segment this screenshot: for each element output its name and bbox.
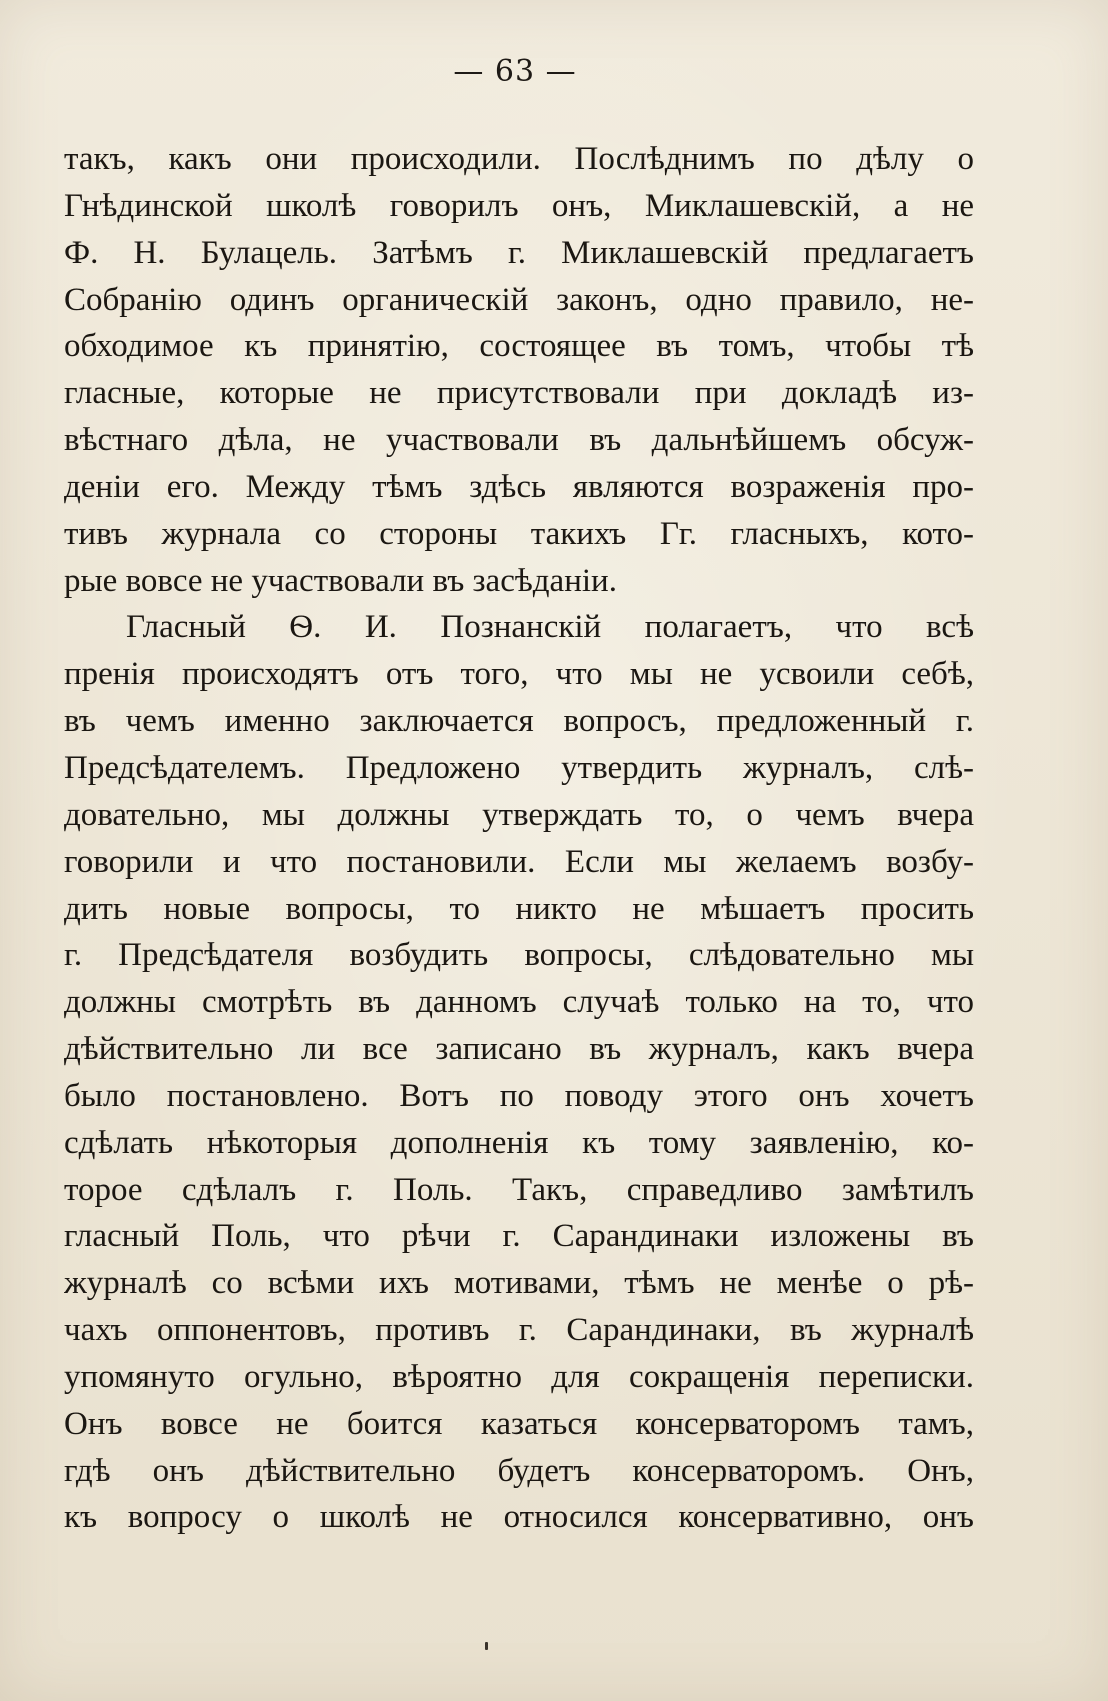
text-line: Гнѣдинской школѣ говорилъ онъ, Миклашевскій, а не	[64, 187, 974, 224]
text-line: Онъ вовсе не боится казаться консерваторомъ тамъ,	[64, 1405, 974, 1442]
text-line: Ф. Н. Булацель. Затѣмъ г. Миклашевскій предлагаетъ	[64, 234, 974, 271]
text-line: дѣйствительно ли все записано въ журналъ, какъ вчера	[64, 1031, 974, 1068]
text-line: чахъ оппонентовъ, противъ г. Сарандинаки, въ журналѣ	[64, 1312, 974, 1349]
text-line: тивъ журнала со стороны такихъ Гг. гласныхъ, кото-	[64, 515, 974, 552]
text-line: говорили и что постановили. Если мы желаемъ возбу-	[64, 843, 974, 880]
text-line: было постановлено. Вотъ по поводу этого онъ хочетъ	[64, 1077, 974, 1114]
text-line: журналѣ со всѣми ихъ мотивами, тѣмъ не менѣе о рѣ-	[64, 1265, 974, 1302]
text-line: деніи его. Между тѣмъ здѣсь являются возраженія про-	[64, 468, 974, 505]
text-line: гласный Поль, что рѣчи г. Сарандинаки изложены въ	[64, 1218, 974, 1255]
text-line: гласные, которые не присутствовали при докладѣ из-	[64, 375, 974, 412]
text-line: гдѣ онъ дѣйствительно будетъ консерваторомъ. Онъ,	[64, 1452, 974, 1489]
text-line: въ чемъ именно заключается вопросъ, предложенный г.	[64, 703, 974, 740]
text-line: торое сдѣлалъ г. Поль. Такъ, справедливо замѣтилъ	[64, 1171, 974, 1208]
text-line: вѣстнаго дѣла, не участвовали въ дальнѣйшемъ обсуж-	[64, 422, 974, 459]
text-line: г. Предсѣдателя возбудить вопросы, слѣдовательно мы	[64, 937, 974, 974]
text-line: обходимое къ принятію, состоящее въ томъ, чтобы тѣ	[64, 328, 974, 365]
text-line: сдѣлать нѣкоторыя дополненія къ тому заявленію, ко-	[64, 1124, 974, 1161]
text-line: къ вопросу о школѣ не относился консервативно, онъ	[64, 1499, 974, 1536]
text-line: Предсѣдателемъ. Предложено утвердить журналъ, слѣ-	[64, 749, 974, 786]
text-line: дить новые вопросы, то никто не мѣшаетъ просить	[64, 890, 974, 927]
page-number: — 63 —	[453, 54, 577, 89]
text-line: такъ, какъ они происходили. Послѣднимъ по дѣлу о	[64, 141, 974, 177]
ink-speck	[485, 1642, 488, 1650]
paragraph-last-line: рые вовсе не участвовали въ засѣданіи.	[64, 562, 617, 599]
paragraph-first-line: Гласный Ѳ. И. Познанскій полагаетъ, что всѣ	[126, 609, 974, 646]
text-line: пренія происходятъ отъ того, что мы не усвоили себѣ,	[64, 656, 974, 693]
text-line: должны смотрѣть въ данномъ случаѣ только на то, что	[64, 984, 974, 1021]
text-line: упомянуто огульно, вѣроятно для сокращенія переписки.	[64, 1358, 974, 1395]
text-line: довательно, мы должны утверждать то, о чемъ вчера	[64, 796, 974, 833]
text-line: Собранію одинъ органическій законъ, одно правило, не-	[64, 281, 974, 318]
body-text	[64, 136, 974, 1541]
